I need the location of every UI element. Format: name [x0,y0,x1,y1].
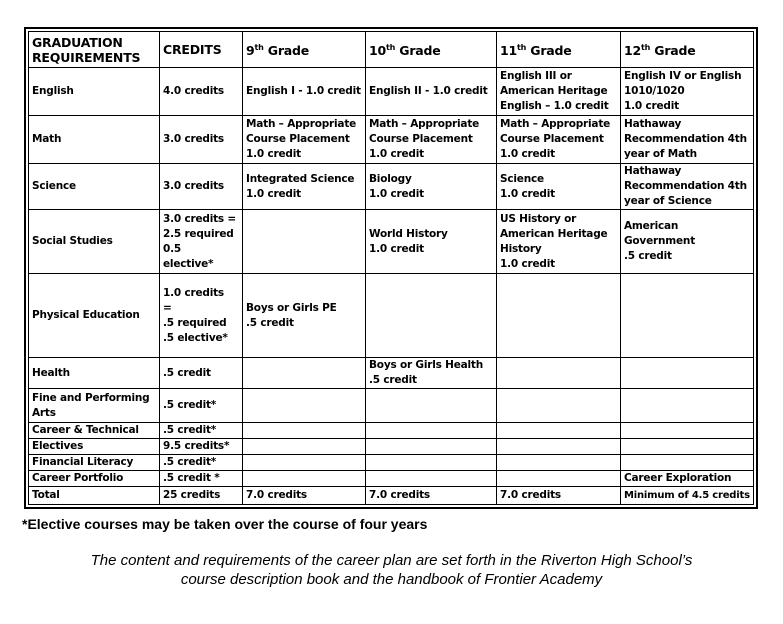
cell-grade-12: Hathaway Recommendation 4th year of Science [621,164,754,210]
table-row [29,116,754,164]
cell-grade-10 [366,423,497,439]
cell-requirement: Math [29,116,160,164]
table-row [29,455,754,471]
cell-grade-10 [366,389,497,423]
cell-credits: 4.0 credits [160,68,243,116]
cell-credits: .5 credit* [160,423,243,439]
table-row [29,389,754,423]
cell-grade-9 [243,471,366,487]
table-row [29,471,754,487]
closing-line-2: course description book and the handbook of Frontier Academy [180,571,603,588]
header-grade-10: 10th Grade [366,32,497,68]
cell-grade-12: American Government .5 credit [621,210,754,274]
cell-grade-12 [621,274,754,358]
cell-grade-9 [243,210,366,274]
header-grade-9: 9th Grade [243,32,366,68]
cell-credits: 1.0 credits = .5 required .5 elective* [160,274,243,358]
cell-grade-11 [497,471,621,487]
header-grade-12: 12th Grade [621,32,754,68]
cell-grade-10 [366,439,497,455]
cell-grade-11 [497,389,621,423]
cell-grade-10: English II - 1.0 credit [366,68,497,116]
cell-grade-11 [497,439,621,455]
cell-grade-9: 7.0 credits [243,487,366,505]
header-row [29,32,754,68]
table-row [29,68,754,116]
cell-grade-10 [366,455,497,471]
cell-requirement: Financial Literacy [29,455,160,471]
cell-grade-10: Math – Appropriate Course Placement 1.0 credit [366,116,497,164]
cell-grade-9 [243,455,366,471]
cell-credits: 3.0 credits [160,164,243,210]
cell-grade-9 [243,439,366,455]
cell-grade-10 [366,471,497,487]
cell-grade-11: English III or American Heritage English – 1.0 credit [497,68,621,116]
cell-grade-9 [243,423,366,439]
cell-grade-11: 7.0 credits [497,487,621,505]
closing-statement [20,551,763,589]
cell-grade-12: Career Exploration [621,471,754,487]
cell-credits: 3.0 credits = 2.5 required 0.5 elective* [160,210,243,274]
table-row [29,358,754,389]
graduation-requirements-table [28,31,754,505]
cell-grade-11 [497,358,621,389]
cell-credits: .5 credit* [160,389,243,423]
cell-grade-12 [621,389,754,423]
table-row [29,423,754,439]
table-row [29,439,754,455]
cell-grade-10 [366,274,497,358]
cell-requirement: Electives [29,439,160,455]
cell-credits: 3.0 credits [160,116,243,164]
table-row [29,487,754,505]
table-row [29,210,754,274]
cell-grade-12: Minimum of 4.5 credits [621,487,754,505]
cell-grade-9: English I - 1.0 credit [243,68,366,116]
cell-grade-12 [621,423,754,439]
cell-grade-11: Math – Appropriate Course Placement 1.0 credit [497,116,621,164]
cell-requirement: Physical Education [29,274,160,358]
cell-credits: 25 credits [160,487,243,505]
cell-grade-9 [243,389,366,423]
cell-grade-10: Boys or Girls Health .5 credit [366,358,497,389]
cell-grade-9: Math – Appropriate Course Placement 1.0 credit [243,116,366,164]
table-row [29,274,754,358]
cell-requirement: Career & Technical [29,423,160,439]
table-row [29,164,754,210]
cell-grade-12 [621,439,754,455]
cell-grade-11 [497,274,621,358]
header-credits: CREDITS [160,32,243,68]
cell-credits: .5 credit* [160,455,243,471]
cell-grade-12 [621,358,754,389]
header-grade-11: 11th Grade [497,32,621,68]
cell-grade-12 [621,455,754,471]
cell-grade-10: Biology 1.0 credit [366,164,497,210]
cell-grade-12: English IV or English 1010/1020 1.0 credit [621,68,754,116]
cell-credits: .5 credit * [160,471,243,487]
cell-requirement: Career Portfolio [29,471,160,487]
cell-grade-10: 7.0 credits [366,487,497,505]
requirements-table-frame [24,27,758,509]
cell-grade-10: World History 1.0 credit [366,210,497,274]
cell-requirement: Total [29,487,160,505]
cell-grade-12: Hathaway Recommendation 4th year of Math [621,116,754,164]
cell-grade-11 [497,423,621,439]
elective-footnote: *Elective courses may be taken over the course of four years [22,516,428,532]
cell-requirement: Health [29,358,160,389]
cell-grade-11: Science 1.0 credit [497,164,621,210]
cell-grade-9: Boys or Girls PE .5 credit [243,274,366,358]
cell-credits: 9.5 credits* [160,439,243,455]
cell-grade-9: Integrated Science 1.0 credit [243,164,366,210]
table-body [29,68,754,505]
cell-requirement: Fine and Performing Arts [29,389,160,423]
cell-requirement: Science [29,164,160,210]
header-requirements: GRADUATION REQUIREMENTS [29,32,160,68]
cell-credits: .5 credit [160,358,243,389]
cell-requirement: English [29,68,160,116]
cell-grade-11 [497,455,621,471]
closing-line-1: The content and requirements of the career plan are set forth in the Riverton High School’s [90,552,693,569]
cell-requirement: Social Studies [29,210,160,274]
cell-grade-9 [243,358,366,389]
cell-grade-11: US History or American Heritage History 1.0 credit [497,210,621,274]
